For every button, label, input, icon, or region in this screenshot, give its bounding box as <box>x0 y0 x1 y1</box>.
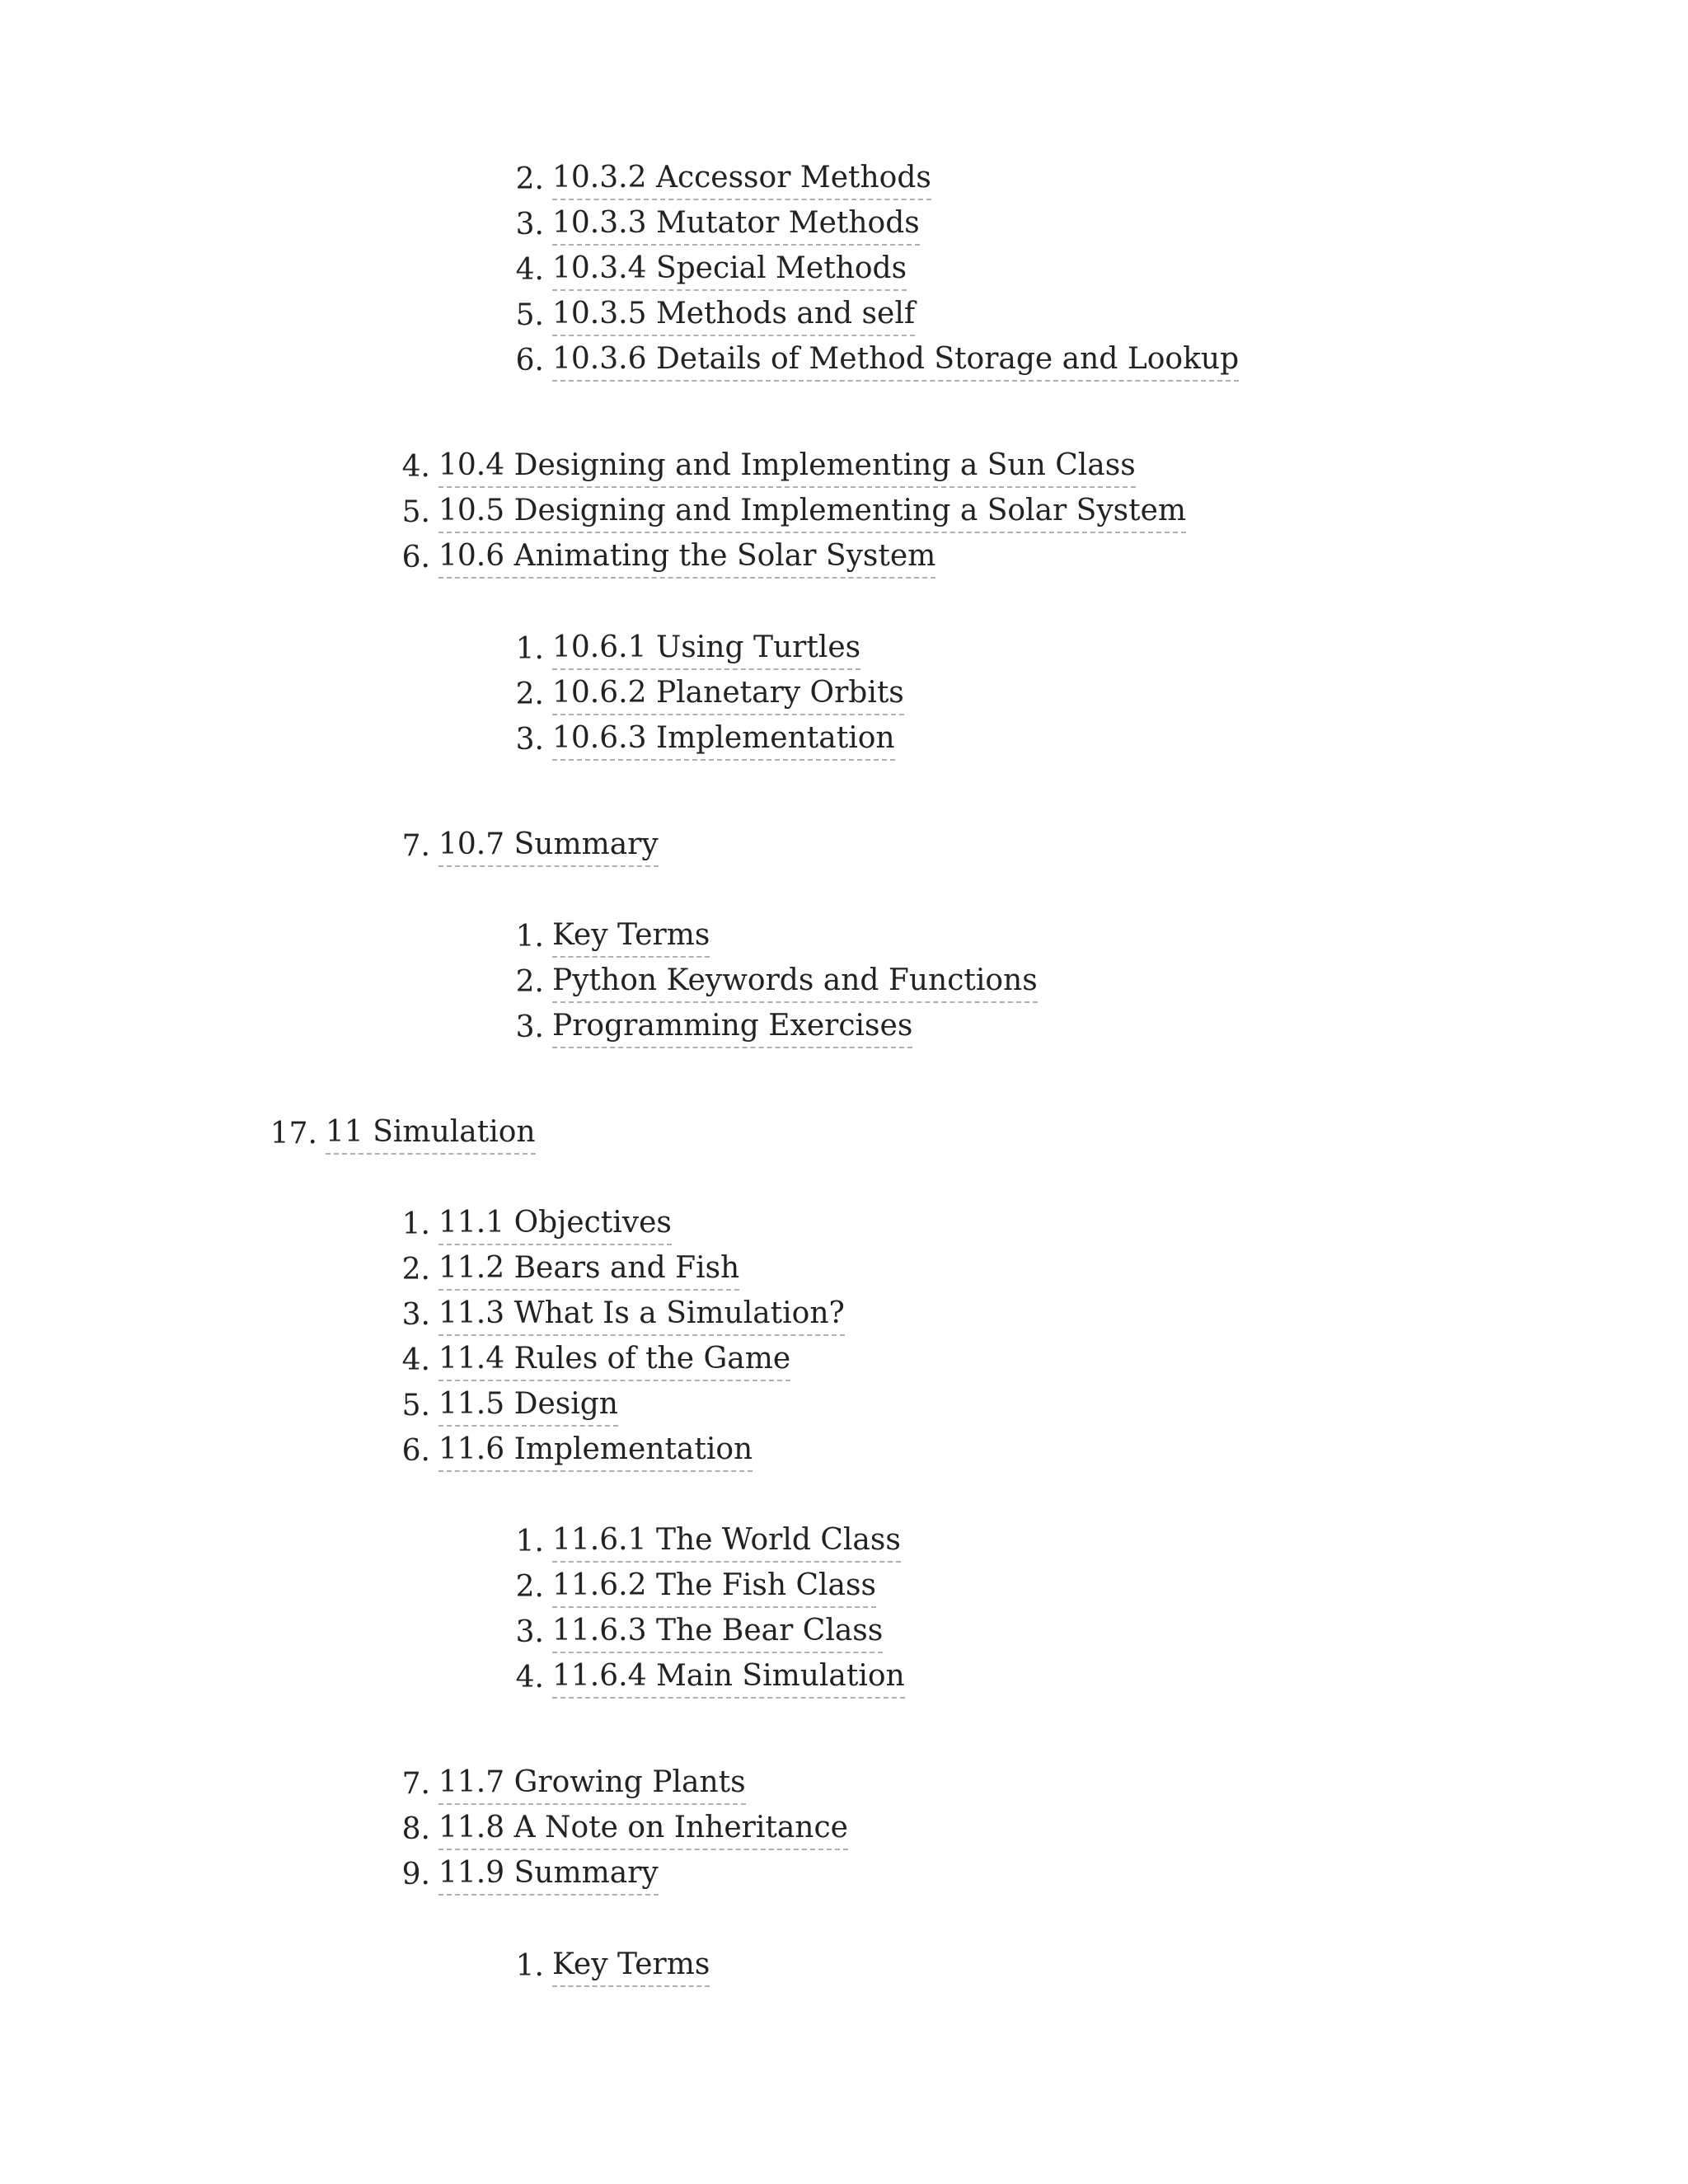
toc-link-11-3[interactable]: 11.3 What Is a Simulation? <box>438 1293 845 1336</box>
toc-entry-number: 3. <box>515 208 544 241</box>
toc-entry-number: 2. <box>515 1570 544 1604</box>
toc-entry-number: 1. <box>515 920 544 954</box>
toc-link-11-6-2[interactable]: 11.6.2 The Fish Class <box>552 1565 876 1608</box>
toc-entry-number: 2. <box>515 677 544 711</box>
toc-entry-number: 4. <box>401 1343 430 1377</box>
toc-link-11-6-1[interactable]: 11.6.1 The World Class <box>552 1520 901 1563</box>
toc-entry-number: 3. <box>515 723 544 757</box>
toc-entry-number: 6. <box>515 344 544 377</box>
toc-link-11-2[interactable]: 11.2 Bears and Fish <box>438 1248 739 1291</box>
toc-entry-number: 5. <box>401 495 430 529</box>
toc-entry-number: 9. <box>401 1858 430 1891</box>
toc-entry-number: 2. <box>515 162 544 196</box>
toc-link-11-9-key-terms[interactable]: Key Terms <box>552 1944 710 1987</box>
toc-link-11-8[interactable]: 11.8 A Note on Inheritance <box>438 1807 848 1850</box>
toc-link-10-7[interactable]: 10.7 Summary <box>438 824 659 867</box>
toc-entry-number: 4. <box>515 1661 544 1694</box>
toc-link-10-7-programming-exercises[interactable]: Programming Exercises <box>552 1005 912 1048</box>
toc-link-10-3-5[interactable]: 10.3.5 Methods and self <box>552 293 915 336</box>
toc-link-11-simulation[interactable]: 11 Simulation <box>326 1112 536 1155</box>
toc-entry-number: 3. <box>515 1010 544 1044</box>
toc-link-11-5[interactable]: 11.5 Design <box>438 1384 618 1427</box>
toc-link-10-3-6[interactable]: 10.3.6 Details of Method Storage and Lookup <box>552 339 1239 382</box>
toc-entry-number: 5. <box>515 298 544 332</box>
toc-link-10-6[interactable]: 10.6 Animating the Solar System <box>438 536 935 579</box>
toc-entry-number: 17. <box>270 1117 317 1151</box>
toc-entry-number: 6. <box>401 541 430 574</box>
toc-entry-number: 3. <box>401 1298 430 1332</box>
toc-link-11-6-4[interactable]: 11.6.4 Main Simulation <box>552 1656 905 1699</box>
toc-link-10-3-4[interactable]: 10.3.4 Special Methods <box>552 248 907 291</box>
toc-link-11-9[interactable]: 11.9 Summary <box>438 1853 659 1896</box>
toc-link-10-7-python-keywords[interactable]: Python Keywords and Functions <box>552 960 1038 1003</box>
toc-link-10-3-2[interactable]: 10.3.2 Accessor Methods <box>552 157 931 200</box>
toc-link-11-6[interactable]: 11.6 Implementation <box>438 1429 753 1472</box>
toc-entry-number: 3. <box>515 1615 544 1649</box>
toc-entry-number: 1. <box>515 632 544 666</box>
toc-entry-number: 6. <box>401 1434 430 1468</box>
toc-entry-number: 5. <box>401 1389 430 1422</box>
toc-entry-number: 2. <box>515 965 544 999</box>
toc-link-10-5[interactable]: 10.5 Designing and Implementing a Solar System <box>438 490 1186 533</box>
toc-entry-number: 1. <box>401 1207 430 1241</box>
toc-entry-number: 4. <box>401 450 430 484</box>
toc-entry-number: 7. <box>401 829 430 863</box>
toc-link-10-7-key-terms[interactable]: Key Terms <box>552 915 710 958</box>
toc-link-11-1[interactable]: 11.1 Objectives <box>438 1202 672 1245</box>
toc-link-11-7[interactable]: 11.7 Growing Plants <box>438 1762 746 1805</box>
toc-entry-number: 7. <box>401 1767 430 1801</box>
toc-link-10-6-3[interactable]: 10.6.3 Implementation <box>552 718 895 761</box>
toc-entry-number: 1. <box>515 1949 544 1983</box>
toc-entry-number: 8. <box>401 1812 430 1846</box>
toc-link-11-6-3[interactable]: 11.6.3 The Bear Class <box>552 1610 883 1653</box>
toc-entry-number: 4. <box>515 253 544 287</box>
toc-link-10-6-2[interactable]: 10.6.2 Planetary Orbits <box>552 673 904 715</box>
toc-entry-number: 1. <box>515 1525 544 1558</box>
toc-entry-number: 2. <box>401 1253 430 1286</box>
toc-link-10-6-1[interactable]: 10.6.1 Using Turtles <box>552 627 860 670</box>
toc-link-10-4[interactable]: 10.4 Designing and Implementing a Sun Class <box>438 445 1136 488</box>
toc-link-11-4[interactable]: 11.4 Rules of the Game <box>438 1338 790 1381</box>
toc-link-10-3-3[interactable]: 10.3.3 Mutator Methods <box>552 203 920 246</box>
